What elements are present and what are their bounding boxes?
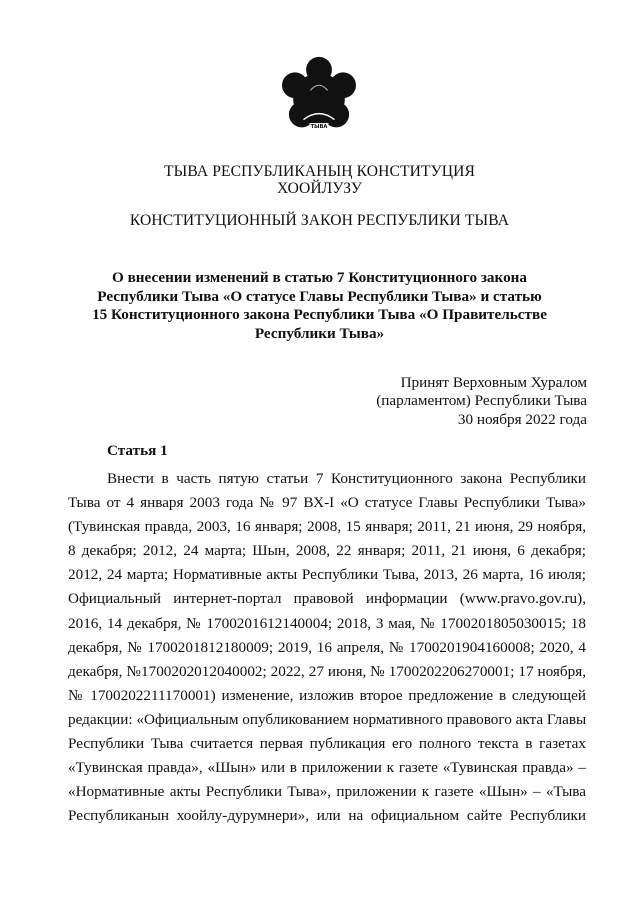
body-line: редакции: «Официальным опубликованием нормативного правового акта Главы — [68, 710, 586, 728]
article-heading: Статья 1 — [107, 442, 168, 459]
header-tyva-line-2: ХООЙЛУЗУ — [277, 180, 362, 197]
body-line: Официальный интернет-портал правовой информации (www.pravo.gov.ru), — [68, 590, 586, 608]
body-line: «Нормативные акты Республики Тыва», приложении к газете «Шын» – «Тыва — [68, 783, 586, 801]
body-line: «Тувинская правда», «Шын» или в приложении к газете «Тувинская правда» – — [68, 759, 586, 777]
body-line: Внести в часть пятую статьи 7 Конституционного закона Республики — [107, 470, 586, 487]
tyva-emblem-icon — [276, 56, 362, 142]
adoption-date: 30 ноября 2022 года — [457, 410, 587, 428]
adoption-note — [376, 374, 587, 429]
header-russian-line: КОНСТИТУЦИОННЫЙ ЗАКОН РЕСПУБЛИКИ ТЫВА — [129, 212, 510, 229]
body-line: № 1700202211170001) изменение, изложив второе предложение в следующей — [68, 686, 586, 704]
header-tyva-line-1: ТЫВА РЕСПУБЛИКАНЫҢ КОНСТИТУЦИЯ — [164, 163, 475, 180]
article-body — [68, 467, 586, 828]
body-line: Республиканын хоойлу-дурумнери», или на официальном сайте Республики — [68, 807, 586, 825]
emblem-inscription: ТЫВА — [310, 124, 328, 131]
law-title — [90, 269, 549, 343]
body-line: Республики Тыва считается первая публикация его полного текста в газетах — [68, 735, 586, 753]
body-line: 2016, 14 декабря, № 1700201612140004; 2018, 3 мая, № 1700201805030015; 18 — [68, 614, 586, 632]
body-line: 8 декабря; 2012, 24 марта; Шын, 2008, 22 января; 2011, 21 июня, 6 декабря; — [68, 542, 586, 560]
law-title-line: Республики Тыва «О статусе Главы Республики Тыва» и статью — [97, 287, 542, 305]
adoption-note-line: Принят Верховным Хуралом — [400, 374, 587, 391]
adoption-note-line: (парламентом) Республики Тыва — [376, 392, 587, 410]
body-line: Тыва от 4 января 2003 года № 97 ВХ-I «О статусе Главы Республики Тыва» — [68, 494, 586, 512]
body-line: декабря, № 1700201812180009; 2019, 16 апреля, № 1700201904160008; 2020, 4 — [68, 638, 586, 656]
body-line: 2012, 24 марта; Нормативные акты Республики Тыва, 2013, 26 марта, 16 июля; — [68, 566, 586, 584]
law-title-line: Республики Тыва» — [254, 324, 385, 342]
law-title-line: 15 Конституционного закона Республики Тыва «О Правительстве — [92, 306, 547, 324]
body-line: декабря, №1700202012040002; 2022, 27 июня, № 1700202206270001; 17 ноября, — [68, 662, 586, 680]
law-title-line: О внесении изменений в статью 7 Конституционного закона — [111, 269, 528, 286]
body-line: (Тувинская правда, 2003, 16 января; 2008, 15 января; 2011, 21 июня, 29 ноября, — [68, 518, 586, 536]
